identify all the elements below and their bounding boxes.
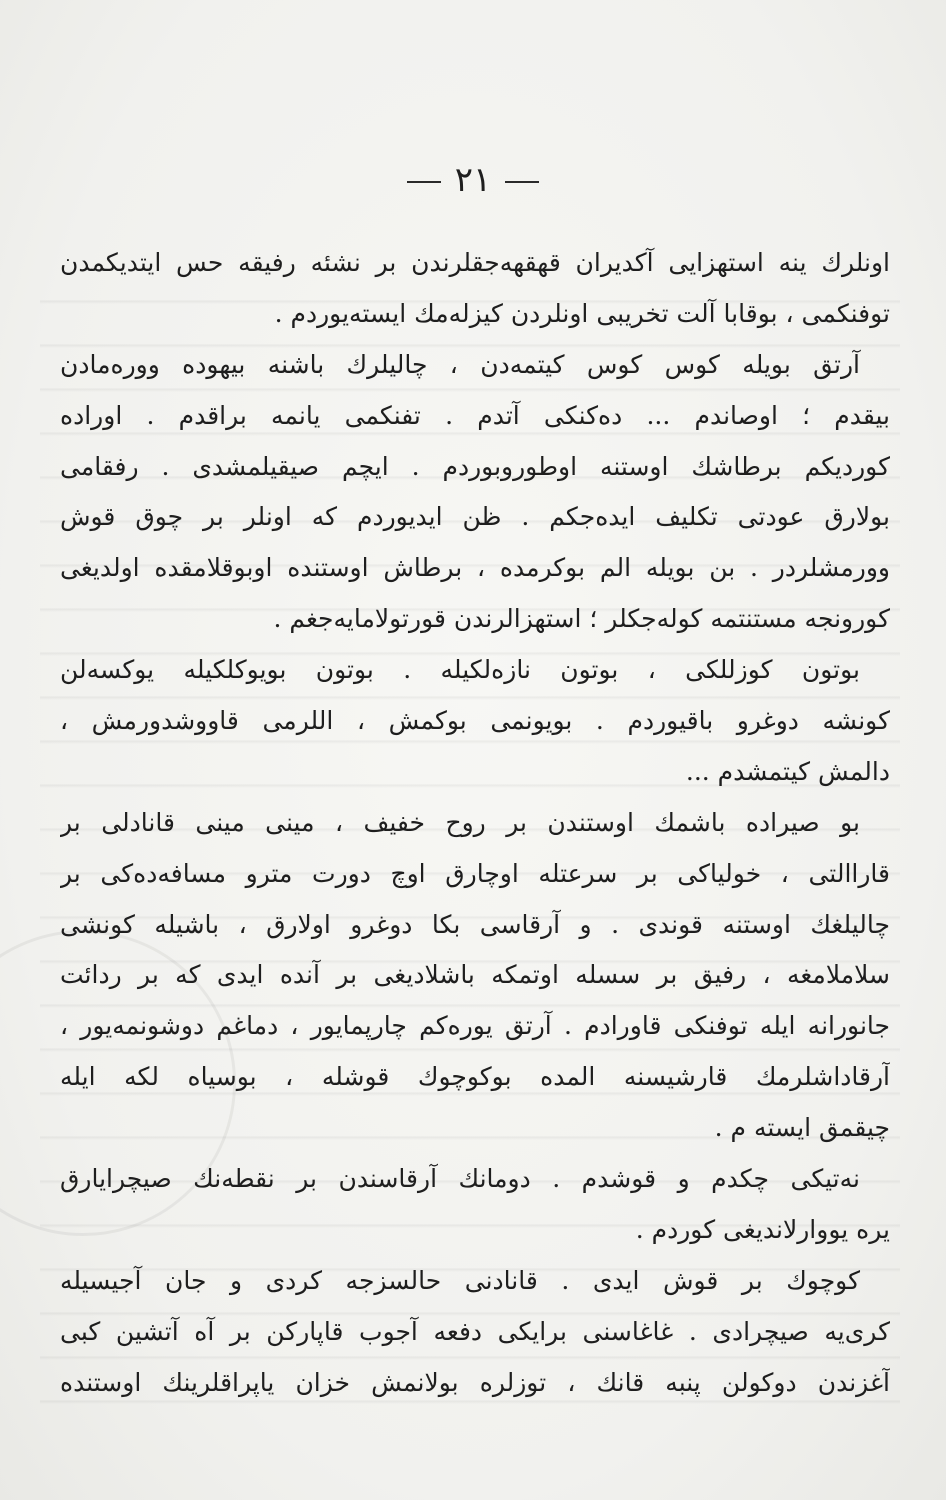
text-line: كرى‌يه صيچرادى . غاغاسنى برايكى دفعه آجوب قاپاركن بر آه آتشين كبى: [60, 1316, 890, 1346]
text-line: بيقدم ؛ اوصاندم ... ده‌كنكى آتدم . تفنكمى يانمه براقدم . اوراده: [60, 400, 890, 430]
text-line: كورونجه مستنتمه كوله‌جكلر ؛ استهزالرندن قورتولامايه‌جغم .: [273, 604, 890, 634]
text-line: بو صيراده باشمك اوستندن بر روح خفيف ، مينى مينى قانادلى بر: [60, 807, 860, 837]
text-line: وورمشلردر . بن بويله الم بوكرمده ، برطاش اوستنده اوبوقلامقده اولديغى: [60, 553, 890, 583]
page-number-dash-left: [505, 181, 539, 183]
body-text: [60, 238, 890, 1408]
text-line: كورديكم برطاشك اوستنه اوطوروبوردم . ايچم صيقيلمشدى . رفقامى: [60, 451, 890, 481]
text-line: آرتق بويله كوس كوس كيتمه‌دن ، چاليلرك باشنه بيهوده ووره‌مادن: [60, 349, 860, 379]
text-line: توفنكمى ، بوقابا آلت تخريبى اونلردن كيزله‌مك ايسته‌يوردم .: [274, 298, 890, 328]
text-line: بوتون كوزللكى ، بوتون نازه‌لكيله . بوتون بويوكلكيله يوكسه‌لن: [60, 655, 860, 685]
text-line: قاراالتى ، خولياكى بر سرعتله اوچارق اوچ دورت مترو مسافه‌ده‌كى بر: [60, 858, 890, 888]
text-line: بولارق عودتى تكليف ايده‌جكم . ظن ايديوردم كه اونلر بر چوق قوش: [60, 502, 890, 532]
text-line: چيقمق ايسته م .: [714, 1113, 890, 1143]
text-line: اونلرك ينه استهزايى آكديران قهقهه‌جقلرندن بر نشئه رفيقه حس ايتديكمدن: [60, 248, 890, 277]
text-line: آغزندن دوكولن پنبه قانك ، توزلره بولانمش خزان ياپراقلرينك اوستنده: [60, 1367, 890, 1397]
page-number: [0, 160, 946, 200]
text-line: چاليلغك اوستنه قوندى . و آرقاسى بكا دوغرو اولارق ، باشيله كونشى: [60, 909, 890, 939]
text-line: كونشه دوغرو باقيوردم . بويونمى بوكمش ، اللرمى قاووشدورمش ،: [60, 706, 890, 736]
text-line: نه‌تيكى چكدم و قوشدم . دومانك آرقاسندن بر نقطه‌نك صيچرايارق: [60, 1164, 860, 1194]
text-line: آرقاداشلرمك قارشيسنه المده بوكوچوك قوشله ، بوسياه لكه ايله: [60, 1062, 890, 1092]
text-line: جانورانه ايله توفنكى قاورادم . آرتق يوره‌كم چارپمايور ، دماغم دوشونمه‌يور ،: [60, 1011, 890, 1041]
text-line: كوچوك بر قوش ايدى . قانادنى حالسزجه كردى و جان آجيسيله: [60, 1265, 860, 1295]
text-line: دالمش كيتمشدم ...: [685, 756, 890, 786]
page-number-value: ٢١: [454, 160, 492, 200]
text-line: يره يووارلانديغى كوردم .: [635, 1214, 890, 1244]
page-number-dash-right: [407, 181, 441, 183]
text-line: سلاملامغه ، رفيق بر سسله اوتمكه باشلاديغى بر آنده ايدى كه بر ردائت: [60, 960, 890, 990]
